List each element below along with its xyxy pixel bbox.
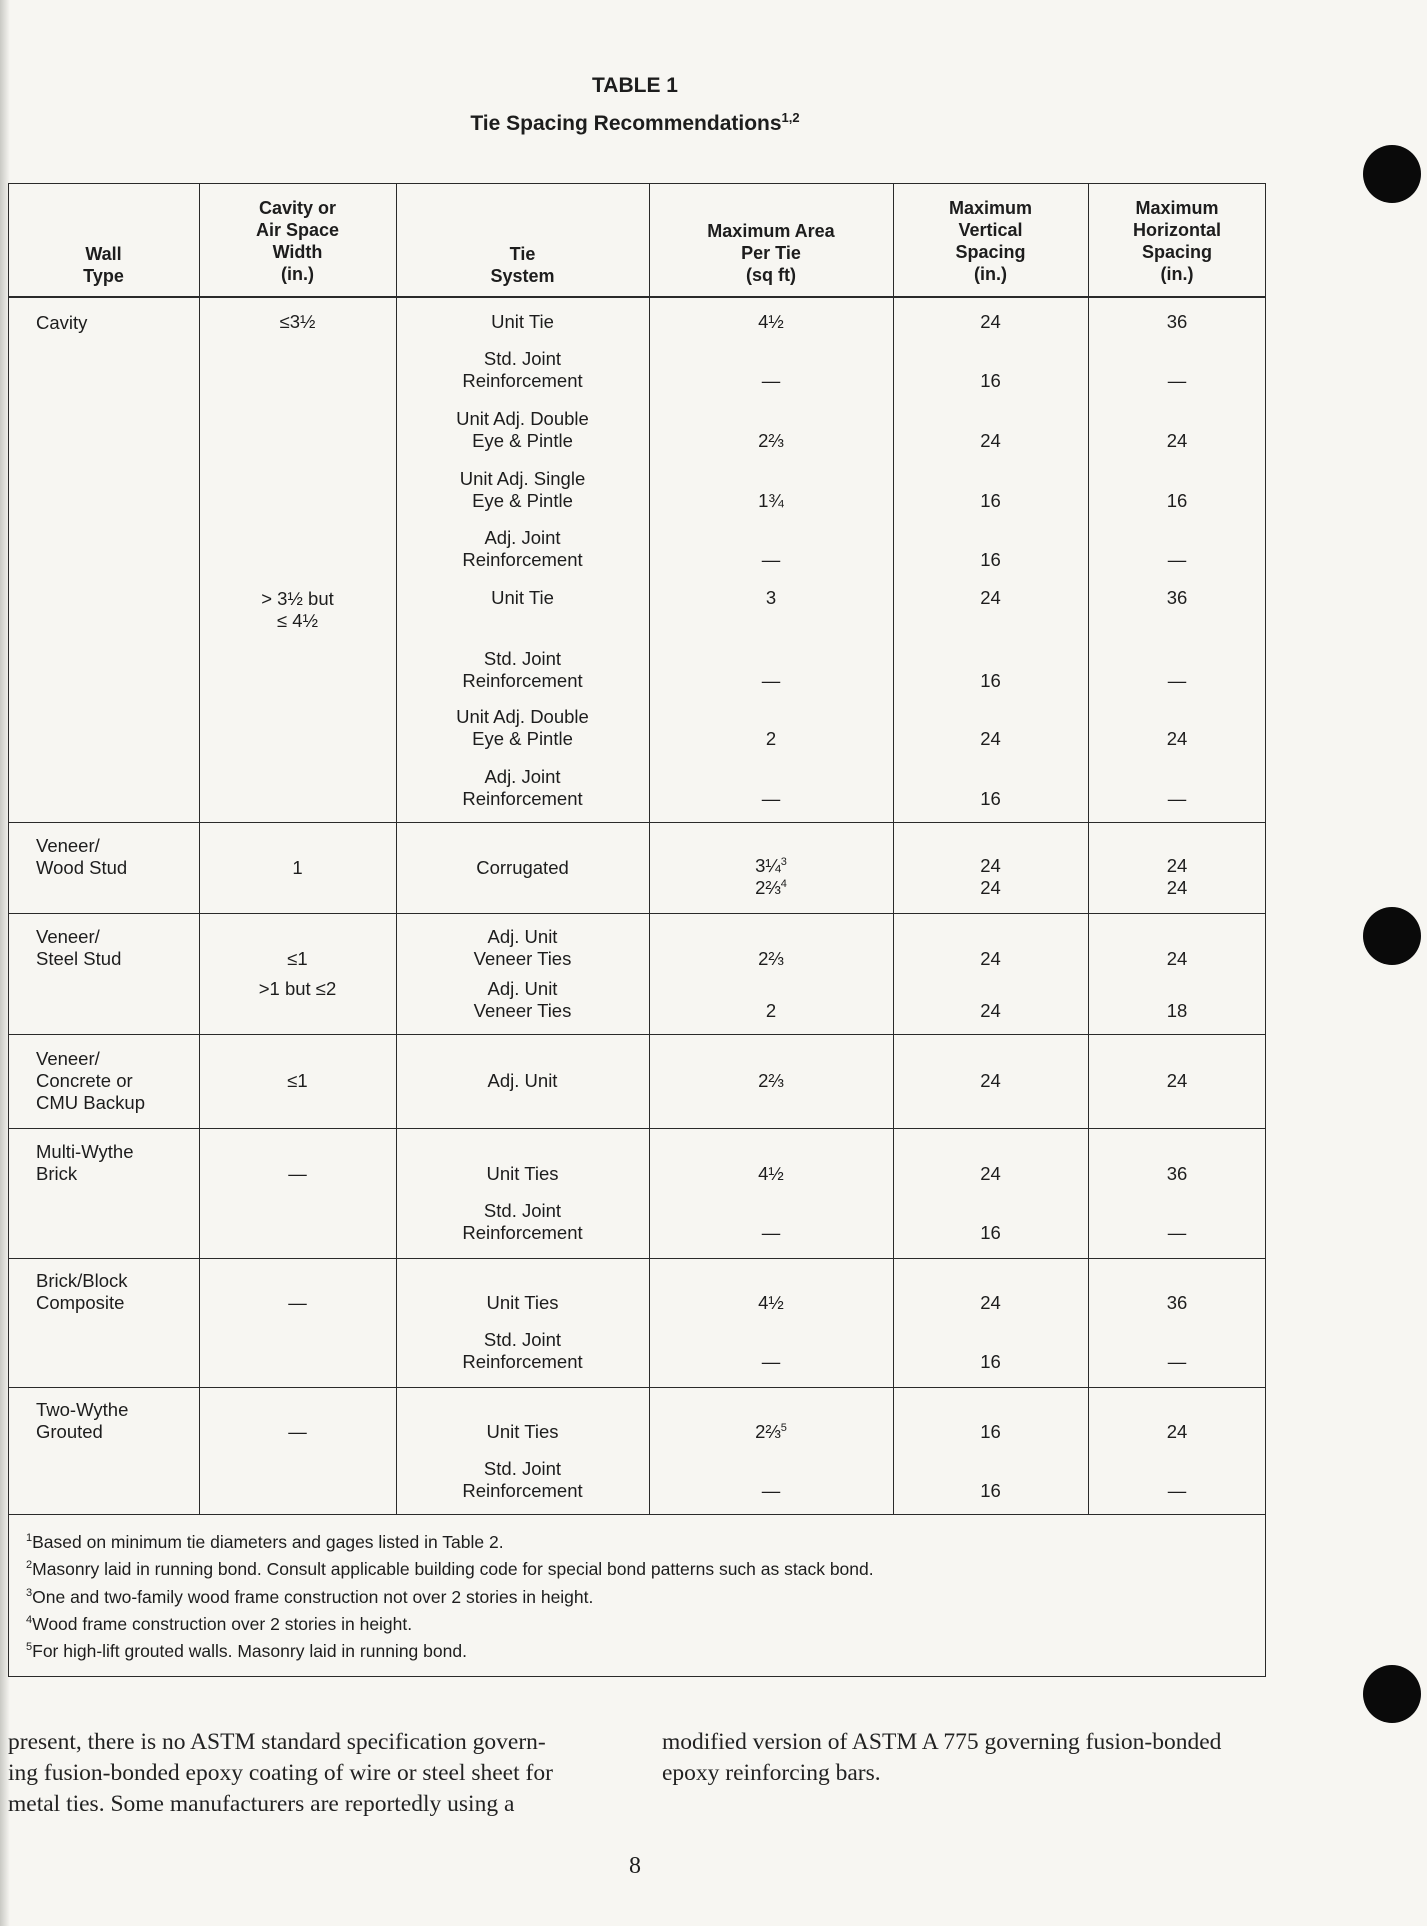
- body-text-right-column: modified version of ASTM A 775 governing fusion-bonded epoxy reinforcing bars.: [662, 1729, 1222, 1786]
- tie-system-cell: Unit Tie: [491, 311, 554, 332]
- tie-system-cell: Unit Ties: [486, 1421, 559, 1442]
- footnote: $^5$For high-lift grouted walls. Masonry laid in running bond.: [26, 1641, 467, 1661]
- horizontal-spacing-cell: 24 24: [1166, 855, 1188, 898]
- area-cell: 2: [765, 728, 777, 749]
- tie-system-cell: Adj. Unit: [487, 1070, 558, 1091]
- wall-type-veneer-steel-stud: Veneer/ Steel Stud: [36, 926, 122, 969]
- area-cell: —: [761, 370, 781, 391]
- footnote: $^3$One and two-family wood frame construction not over 2 stories in height.: [26, 1587, 594, 1607]
- footnote: $^1$Based on minimum tie diameters and gages listed in Table 2.: [26, 1532, 504, 1552]
- vertical-spacing-cell: 24: [980, 311, 1001, 332]
- tie-system-cell: Adj. Joint Reinforcement: [462, 766, 583, 809]
- footnote-divider: [8, 1514, 1266, 1515]
- vertical-spacing-cell: 24: [980, 587, 1001, 608]
- group-divider: [8, 1258, 1266, 1259]
- tie-system-cell: Std. Joint Reinforcement: [462, 648, 583, 691]
- horizontal-spacing-cell: 16: [1166, 490, 1188, 511]
- punch-hole: [1363, 907, 1421, 965]
- width-cell: —: [288, 1163, 307, 1184]
- vertical-spacing-cell: 16: [980, 490, 1001, 511]
- horizontal-spacing-cell: —: [1167, 1222, 1187, 1243]
- group-divider: [8, 822, 1266, 823]
- area-cell: 4½: [758, 311, 784, 332]
- vertical-spacing-cell: 16: [980, 370, 1001, 391]
- page-number: 8: [629, 1853, 641, 1879]
- horizontal-spacing-cell: 24: [1166, 430, 1188, 451]
- horizontal-spacing-cell: 36: [1166, 311, 1188, 332]
- header-wall-type: Wall Type: [83, 244, 124, 286]
- horizontal-spacing-cell: —: [1167, 1480, 1187, 1501]
- vertical-spacing-cell: 24: [980, 1292, 1001, 1313]
- tie-system-cell: Unit Adj. Single Eye & Pintle: [459, 468, 586, 511]
- table-title: TABLE 1: [592, 74, 678, 97]
- vertical-spacing-cell: 16: [980, 1222, 1001, 1243]
- vertical-spacing-cell: 16: [980, 549, 1001, 570]
- vertical-spacing-cell: 24: [980, 948, 1001, 969]
- area-cell: 4½: [758, 1292, 784, 1313]
- header-tie-system: Tie System: [490, 244, 555, 286]
- width-cell: —: [288, 1292, 307, 1313]
- column-divider: [199, 183, 200, 1514]
- table-subtitle: Tie Spacing Recommendations$^{1,2}$: [470, 110, 800, 135]
- horizontal-spacing-cell: 24: [1166, 1421, 1188, 1442]
- tie-system-cell: Std. Joint Reinforcement: [462, 1329, 583, 1372]
- tie-system-cell: Unit Adj. Double Eye & Pintle: [456, 706, 589, 749]
- vertical-spacing-cell: 16: [980, 1351, 1001, 1372]
- vertical-spacing-cell: 16: [980, 670, 1001, 691]
- group-divider: [8, 1128, 1266, 1129]
- tie-system-cell: Std. Joint Reinforcement: [462, 348, 583, 391]
- vertical-spacing-cell: 24 24: [980, 855, 1001, 898]
- wall-type-multi-wythe-brick: Multi-Wythe Brick: [36, 1141, 134, 1184]
- vertical-spacing-cell: 16: [980, 1421, 1001, 1442]
- width-cell: >1 but ≤2: [258, 978, 337, 999]
- tie-system-cell: Unit Ties: [486, 1163, 559, 1184]
- area-cell: 3¼$^3$ 2⅔$^4$: [755, 855, 787, 898]
- header-vertical-spacing: Maximum Vertical Spacing (in.): [948, 198, 1033, 284]
- footnote: $^2$Masonry laid in running bond. Consult applicable building code for special bond patterns such as stack bond.: [26, 1559, 874, 1579]
- body-text-left-column: present, there is no ASTM standard specification govern- ing fusion-bonded epoxy coating of wire or steel sheet for metal ties. Some manufacturers are reportedly using a: [8, 1729, 553, 1817]
- tie-system-cell: Unit Tie: [491, 587, 554, 608]
- area-cell: 3: [765, 587, 777, 608]
- tie-system-cell: Adj. Unit Veneer Ties: [473, 926, 572, 969]
- tie-system-cell: Unit Adj. Double Eye & Pintle: [456, 408, 589, 451]
- area-cell: 1¾: [758, 490, 784, 511]
- tie-system-cell: Adj. Unit Veneer Ties: [473, 978, 572, 1021]
- horizontal-spacing-cell: 24: [1166, 1070, 1188, 1091]
- tie-system-cell: Std. Joint Reinforcement: [462, 1458, 583, 1501]
- area-cell: —: [761, 788, 781, 809]
- wall-type-cavity: Cavity: [36, 312, 88, 333]
- area-cell: 4½: [758, 1163, 784, 1184]
- vertical-spacing-cell: 24: [980, 1000, 1001, 1021]
- punch-hole: [1363, 145, 1421, 203]
- vertical-spacing-cell: 24: [980, 1070, 1001, 1091]
- width-cell: ≤3½: [279, 311, 316, 332]
- horizontal-spacing-cell: 24: [1166, 948, 1188, 969]
- header-cavity-width: Cavity or Air Space Width (in.): [255, 198, 340, 284]
- header-divider: [8, 296, 1266, 298]
- width-cell: ≤1: [287, 1070, 308, 1091]
- wall-type-veneer-concrete: Veneer/ Concrete or CMU Backup: [36, 1048, 145, 1113]
- group-divider: [8, 1034, 1266, 1035]
- horizontal-spacing-cell: 24: [1166, 728, 1188, 749]
- horizontal-spacing-cell: —: [1167, 788, 1187, 809]
- horizontal-spacing-cell: 18: [1166, 1000, 1188, 1021]
- horizontal-spacing-cell: —: [1167, 549, 1187, 570]
- vertical-spacing-cell: 16: [980, 788, 1001, 809]
- header-horizontal-spacing: Maximum Horizontal Spacing (in.): [1133, 198, 1221, 284]
- horizontal-spacing-cell: 36: [1166, 587, 1188, 608]
- tie-system-cell: Unit Ties: [486, 1292, 559, 1313]
- group-divider: [8, 1387, 1266, 1388]
- wall-type-brick-block-composite: Brick/Block Composite: [36, 1270, 128, 1313]
- width-cell: ≤1: [287, 948, 308, 969]
- horizontal-spacing-cell: —: [1167, 670, 1187, 691]
- header-max-area: Maximum Area Per Tie (sq ft): [707, 221, 835, 285]
- tie-system-cell: Std. Joint Reinforcement: [462, 1200, 583, 1243]
- horizontal-spacing-cell: 36: [1166, 1292, 1188, 1313]
- footnote: $^4$Wood frame construction over 2 stories in height.: [26, 1614, 413, 1634]
- tie-system-cell: Adj. Joint Reinforcement: [462, 527, 583, 570]
- area-cell: —: [761, 1351, 781, 1372]
- area-cell: —: [761, 1480, 781, 1501]
- vertical-spacing-cell: 24: [980, 430, 1001, 451]
- wall-type-two-wythe-grouted: Two-Wythe Grouted: [36, 1399, 129, 1442]
- area-cell: 2⅔: [758, 1070, 784, 1091]
- vertical-spacing-cell: 24: [980, 1163, 1001, 1184]
- vertical-spacing-cell: 16: [980, 1480, 1001, 1501]
- horizontal-spacing-cell: 36: [1166, 1163, 1188, 1184]
- area-cell: —: [761, 549, 781, 570]
- vertical-spacing-cell: 24: [980, 728, 1001, 749]
- horizontal-spacing-cell: —: [1167, 370, 1187, 391]
- group-divider: [8, 913, 1266, 914]
- tie-system-cell: Corrugated: [476, 857, 569, 878]
- width-cell: > 3½ but ≤ 4½: [261, 588, 334, 631]
- punch-hole: [1363, 1665, 1421, 1723]
- area-cell: —: [761, 670, 781, 691]
- area-cell: 2⅔: [758, 948, 784, 969]
- width-cell: 1: [292, 857, 303, 878]
- area-cell: 2⅔$^5$: [755, 1421, 787, 1442]
- area-cell: —: [761, 1222, 781, 1243]
- horizontal-spacing-cell: —: [1167, 1351, 1187, 1372]
- wall-type-veneer-wood-stud: Veneer/ Wood Stud: [36, 835, 128, 878]
- width-cell: —: [288, 1421, 307, 1442]
- area-cell: 2: [765, 1000, 777, 1021]
- area-cell: 2⅔: [758, 430, 784, 451]
